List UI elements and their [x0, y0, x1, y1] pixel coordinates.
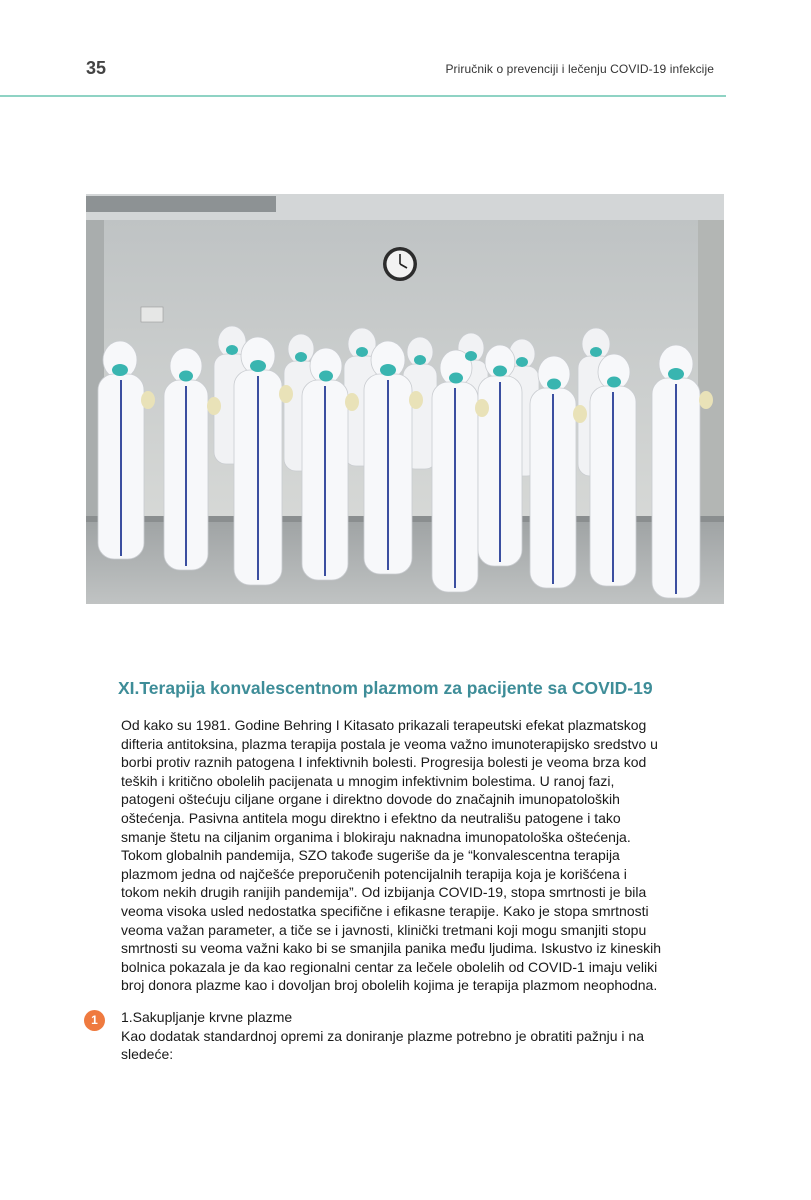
paragraph-line: plazmom jedna od najčešće preporučenih potencijalnih terapija koja je korišćena i: [121, 865, 627, 882]
header-rule: [0, 95, 726, 97]
list-item-line: sledeće:: [121, 1046, 174, 1063]
paragraph-line: borbi protiv raznih patogena I infektivnih bolesti. Progresija bolesti je veoma brza kod: [121, 754, 647, 771]
clock-icon: [383, 247, 417, 281]
paragraph-line: bolnica pokazala je da kao regionalni centar za lečele obolelih od COVID-1 imaju veliki: [121, 958, 658, 975]
paragraph-line: Od kako su 1981. Godine Behring I Kitasato prikazali terapeutski efekat plazmatskog: [121, 717, 647, 733]
paragraph-line: broj donora plazme kao i dovoljan broj obolelih kojima je terapija plazmom neophodna.: [121, 977, 658, 994]
page-number: 35: [86, 58, 107, 78]
paragraph-line: tokom nekih drugih ranijih pandemija”. Od izbijanja COVID-19, stopa smrtnosti je bila: [121, 884, 647, 901]
medical-team-photo: [86, 194, 724, 604]
numbered-bullet-icon: 1: [84, 1010, 105, 1031]
paragraph-line: patogeni oštećuju ciljane organe i direktno dovode do značajnih imunopatoloških: [121, 791, 620, 808]
paragraph-line: Tokom globalnih pandemija, SZO takođe sugeriše da je “konvalescentna terapija: [121, 847, 620, 864]
paragraph-line: veoma važan parameter, a tiče se i javnosti, klinički tretmani koji mogu smanjiti stopu: [121, 921, 647, 938]
paragraph-line: veoma visoka usled nedostatka specifične i efikasne terapije. Kako je stopa smrtnosti: [121, 902, 649, 919]
paragraph-line: smanje štetu na ciljanim organima i blokiraju naknadna imunopatološka oštećenja.: [121, 828, 631, 845]
list-item-heading: 1.Sakupljanje krvne plazme: [121, 1009, 293, 1025]
running-header: Priručnik o prevenciji i lečenju COVID-19 infekcije: [445, 62, 714, 76]
list-item-text: [121, 1008, 761, 1064]
paragraph-line: teških i kritično obolelih pacijenata u mnogim infektivnim bolestima. U ranoj fazi,: [121, 772, 615, 789]
list-item-line: Kao dodatak standardnoj opremi za doniranje plazme potrebno je obratiti pažnju i na: [121, 1027, 645, 1044]
body-paragraph: [121, 716, 761, 995]
section-title: XI.Terapija konvalescentnom plazmom za pacijente sa COVID-19: [118, 678, 653, 698]
paragraph-line: smrtnosti su veoma važni kako bi se smanjila panika među ljudima. Iskustvo iz kineskih: [121, 940, 662, 957]
paragraph-line: difteria antitoksina, plazma terapija postala je veoma važno imunoterapijsko sredstvo u: [121, 735, 658, 752]
paragraph-line: oštećenja. Pasivna antitela mogu direktno i efektno da neutrališu patogene i tako: [121, 809, 621, 826]
